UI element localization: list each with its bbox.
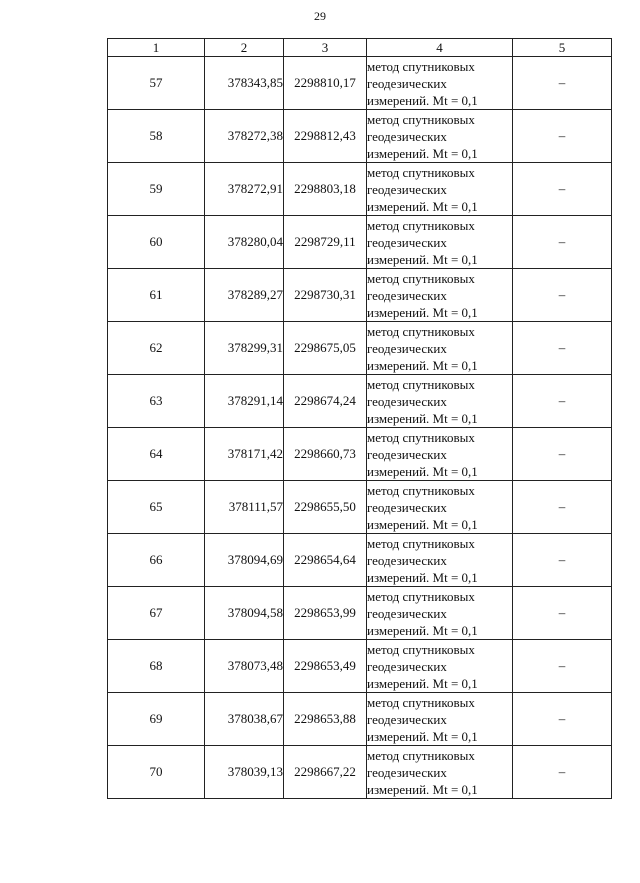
coordinate-x: 378272,38 — [205, 110, 284, 163]
method-line: метод спутниковых — [367, 747, 475, 763]
point-number: 57 — [108, 57, 205, 110]
method-line: измерений. Mt = 0,1 — [367, 728, 478, 744]
note-dash: – — [513, 640, 612, 693]
method-line: геодезических — [367, 499, 447, 515]
point-number: 59 — [108, 163, 205, 216]
table-row — [108, 375, 612, 428]
method-line: метод спутниковых — [367, 694, 475, 710]
method-description — [367, 57, 513, 110]
coordinate-y: 2298674,24 — [284, 375, 367, 428]
point-number: 61 — [108, 269, 205, 322]
method-description — [367, 587, 513, 640]
method-line: измерений. Mt = 0,1 — [367, 569, 478, 585]
method-line: метод спутниковых — [367, 535, 475, 551]
method-description — [367, 746, 513, 799]
note-dash: – — [513, 375, 612, 428]
coordinate-y: 2298812,43 — [284, 110, 367, 163]
coordinate-x: 378280,04 — [205, 216, 284, 269]
header-col-5: 5 — [513, 39, 612, 57]
coordinate-x: 378171,42 — [205, 428, 284, 481]
method-line: метод спутниковых — [367, 429, 475, 445]
method-line: измерений. Mt = 0,1 — [367, 357, 478, 373]
coordinate-x: 378111,57 — [205, 481, 284, 534]
method-line: геодезических — [367, 393, 447, 409]
point-number: 63 — [108, 375, 205, 428]
coordinate-y: 2298660,73 — [284, 428, 367, 481]
coordinate-x: 378289,27 — [205, 269, 284, 322]
note-dash: – — [513, 587, 612, 640]
header-col-3: 3 — [284, 39, 367, 57]
point-number: 58 — [108, 110, 205, 163]
coordinate-y: 2298655,50 — [284, 481, 367, 534]
method-line: метод спутниковых — [367, 58, 475, 74]
note-dash: – — [513, 216, 612, 269]
coordinate-x: 378272,91 — [205, 163, 284, 216]
coordinate-y: 2298653,49 — [284, 640, 367, 693]
header-row — [108, 39, 612, 57]
table-row — [108, 322, 612, 375]
table-body — [108, 57, 612, 799]
point-number: 70 — [108, 746, 205, 799]
note-dash: – — [513, 428, 612, 481]
table-row — [108, 269, 612, 322]
header-col-1: 1 — [108, 39, 205, 57]
method-line: метод спутниковых — [367, 482, 475, 498]
method-description — [367, 269, 513, 322]
method-line: измерений. Mt = 0,1 — [367, 410, 478, 426]
coordinate-x: 378094,69 — [205, 534, 284, 587]
method-line: геодезических — [367, 128, 447, 144]
table-row — [108, 428, 612, 481]
note-dash: – — [513, 746, 612, 799]
method-line: геодезических — [367, 764, 447, 780]
note-dash: – — [513, 322, 612, 375]
point-number: 65 — [108, 481, 205, 534]
method-line: метод спутниковых — [367, 323, 475, 339]
method-line: метод спутниковых — [367, 641, 475, 657]
method-line: геодезических — [367, 340, 447, 356]
method-line: измерений. Mt = 0,1 — [367, 781, 478, 797]
table-row — [108, 693, 612, 746]
method-description — [367, 534, 513, 587]
point-number: 64 — [108, 428, 205, 481]
method-description — [367, 216, 513, 269]
point-number: 67 — [108, 587, 205, 640]
coordinate-y: 2298653,88 — [284, 693, 367, 746]
coordinates-table — [107, 38, 612, 799]
method-line: метод спутниковых — [367, 588, 475, 604]
method-line: измерений. Mt = 0,1 — [367, 145, 478, 161]
point-number: 69 — [108, 693, 205, 746]
point-number: 68 — [108, 640, 205, 693]
table-row — [108, 587, 612, 640]
method-line: геодезических — [367, 287, 447, 303]
note-dash: – — [513, 269, 612, 322]
note-dash: – — [513, 534, 612, 587]
table-row — [108, 534, 612, 587]
header-col-2: 2 — [205, 39, 284, 57]
method-line: геодезических — [367, 605, 447, 621]
method-line: геодезических — [367, 181, 447, 197]
method-line: метод спутниковых — [367, 111, 475, 127]
table-row — [108, 57, 612, 110]
coordinate-x: 378039,13 — [205, 746, 284, 799]
method-line: измерений. Mt = 0,1 — [367, 92, 478, 108]
note-dash: – — [513, 110, 612, 163]
coordinate-y: 2298654,64 — [284, 534, 367, 587]
table-row — [108, 481, 612, 534]
method-description — [367, 375, 513, 428]
table-row — [108, 216, 612, 269]
method-description — [367, 163, 513, 216]
note-dash: – — [513, 57, 612, 110]
coordinate-y: 2298810,17 — [284, 57, 367, 110]
method-line: измерений. Mt = 0,1 — [367, 675, 478, 691]
coordinate-y: 2298729,11 — [284, 216, 367, 269]
method-line: геодезических — [367, 234, 447, 250]
coordinate-y: 2298803,18 — [284, 163, 367, 216]
method-description — [367, 640, 513, 693]
method-description — [367, 322, 513, 375]
note-dash: – — [513, 163, 612, 216]
coordinate-x: 378094,58 — [205, 587, 284, 640]
method-line: геодезических — [367, 552, 447, 568]
method-line: измерений. Mt = 0,1 — [367, 622, 478, 638]
page-number: 29 — [314, 9, 326, 23]
coordinate-y: 2298730,31 — [284, 269, 367, 322]
coordinate-x: 378291,14 — [205, 375, 284, 428]
method-description — [367, 110, 513, 163]
method-line: метод спутниковых — [367, 270, 475, 286]
point-number: 60 — [108, 216, 205, 269]
method-line: метод спутниковых — [367, 376, 475, 392]
method-line: измерений. Mt = 0,1 — [367, 198, 478, 214]
table-row — [108, 640, 612, 693]
table-row — [108, 163, 612, 216]
point-number: 62 — [108, 322, 205, 375]
method-line: измерений. Mt = 0,1 — [367, 251, 478, 267]
coordinate-y: 2298667,22 — [284, 746, 367, 799]
method-line: измерений. Mt = 0,1 — [367, 304, 478, 320]
method-line: геодезических — [367, 711, 447, 727]
coordinate-x: 378038,67 — [205, 693, 284, 746]
coordinate-y: 2298675,05 — [284, 322, 367, 375]
table-row — [108, 110, 612, 163]
note-dash: – — [513, 693, 612, 746]
coordinate-x: 378073,48 — [205, 640, 284, 693]
method-line: геодезических — [367, 446, 447, 462]
method-line: метод спутниковых — [367, 164, 475, 180]
method-line: геодезических — [367, 75, 447, 91]
coordinate-x: 378299,31 — [205, 322, 284, 375]
note-dash: – — [513, 481, 612, 534]
method-line: измерений. Mt = 0,1 — [367, 516, 478, 532]
header-col-4: 4 — [367, 39, 513, 57]
coordinate-y: 2298653,99 — [284, 587, 367, 640]
method-description — [367, 481, 513, 534]
method-line: геодезических — [367, 658, 447, 674]
table-row — [108, 746, 612, 799]
method-line: метод спутниковых — [367, 217, 475, 233]
method-description — [367, 693, 513, 746]
point-number: 66 — [108, 534, 205, 587]
method-description — [367, 428, 513, 481]
method-line: измерений. Mt = 0,1 — [367, 463, 478, 479]
coordinate-x: 378343,85 — [205, 57, 284, 110]
